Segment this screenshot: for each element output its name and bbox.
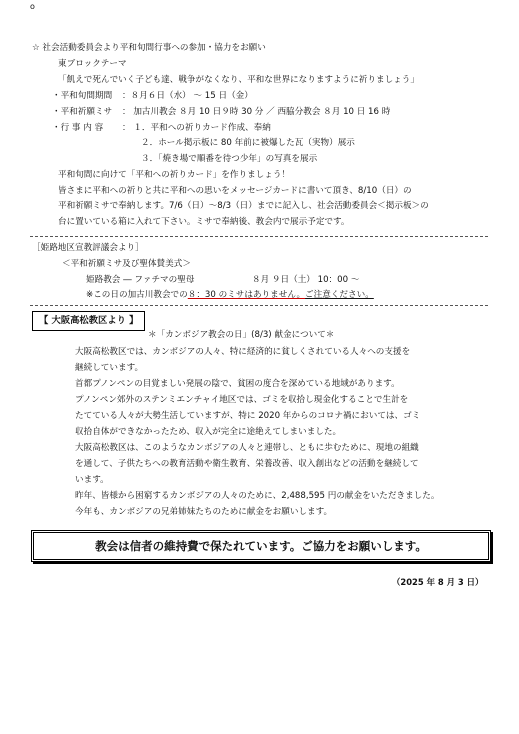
theme-text: 「飢えで死んでいく子ども達、戦争がなくなり、平和な世界になりますように祈りましょう」 — [58, 75, 419, 85]
mass-label: ・平和祈願ミサ — [52, 107, 113, 117]
notice-time: ８：30 のミサはありません。 — [187, 290, 306, 300]
paragraph-line: 昨年、皆様から困窮するカンボジアの人々のために、2,488,595 円の献金をいただきました。 — [75, 491, 440, 501]
event-time: ８月 ９日（土） 10：00 ～ — [252, 275, 360, 285]
divider — [30, 305, 488, 306]
mass-notice — [86, 289, 374, 302]
period-value: ：８月６日（水） ～ 15 日（金） — [122, 91, 253, 101]
paragraph-line: プノンペン郊外のステンミエンチャイ地区では、ゴミを収拾し現金化することで生計を — [75, 395, 409, 405]
page-marker: o — [30, 2, 35, 11]
issue-date: （2025 年 8 月 3 日） — [392, 577, 484, 587]
paragraph-line: 首都プノンペンの目覚ましい発展の陰で、貧困の度合を深めている地域があります。 — [75, 379, 400, 389]
notice-prefix: ※この日の加古川教会での — [86, 290, 188, 300]
content-item: ２．ホール掲示板に 80 年前に被爆した瓦（実物）展示 — [141, 138, 355, 148]
card-body-line: 平和祈願ミサで奉納します。7/6（日）～8/3（日）までに記入し、社会活動委員会＜掲示板＞の — [58, 201, 429, 211]
paragraph-line: 今年も、カンボジアの兄弟姉妹たちのために献金をお願いします。 — [75, 507, 333, 517]
maintenance-fee-notice: 教会は信者の維持費で保たれています。ご協力をお願いします。 — [31, 530, 491, 562]
card-intro: 平和旬間に向けて「平和への祈りカード」を作りましょう！ — [58, 170, 291, 180]
theme-label: 東ブロックテーマ — [58, 59, 127, 69]
content-item: ３．「焼き場で順番を待つ少年」の写真を展示 — [141, 154, 318, 164]
mass-value: ： 加古川教会 ８月 10 日９時 30 分 ／ 西脇分教会 ８月 10 日 16 時 — [122, 107, 391, 117]
paragraph-line: います。 — [75, 475, 109, 485]
card-body-line: 台に置いている箱に入れて下さい。ミサで奉納後、教会内で展示予定です。 — [58, 217, 350, 227]
period-label: ・平和旬間期間 — [52, 91, 113, 101]
paragraph-line: を通して、子供たちへの教育活動や衛生教育、栄養改善、収入創出などの活動を継続して — [75, 459, 419, 469]
paragraph-line: 大阪高松教区では、カンボジアの人々、特に経済的に貧しくされている人々への支援を — [75, 347, 411, 357]
section2-title: ［姫路地区宣教評議会より］ — [32, 243, 144, 253]
paragraph-line: 収拾自体ができなかったため、収入が完全に途絶えてしまいました。 — [75, 427, 342, 437]
content-item: ： １．平和への祈りカード作成、奉納 — [122, 123, 271, 133]
region-title: 【 大阪高松教区より 】 — [32, 311, 145, 331]
notice-suffix: ご注意ください。 — [305, 290, 374, 300]
paragraph-line: 大阪高松教区は、このようなカンボジアの人々と連帯し、ともに歩むために、現地の組織 — [75, 443, 419, 453]
section1-title: ☆ 社会活動委員会より平和旬間行事への参加・協力をお願い — [32, 43, 266, 53]
paragraph-line: 継続しています。 — [75, 363, 144, 373]
section3-subtitle: ＊「カンボジア教会の日」(8/3) 献金について＊ — [148, 330, 335, 340]
event-place: 姫路教会 ― ファチマの聖母 — [86, 275, 195, 285]
paragraph-line: たてている人々が大勢生活していますが、特に 2020 年からのコロナ禍においては、ゴミ — [75, 411, 421, 421]
section2-subtitle: ＜平和祈願ミサ及び聖体賛美式＞ — [62, 259, 191, 269]
content-label: ・行 事 内 容 — [52, 123, 104, 133]
divider — [30, 236, 488, 237]
card-body-line: 皆さまに平和への祈りと共に平和への思いをメッセージカードに書いて頂き、8/10（日）の — [58, 186, 412, 196]
